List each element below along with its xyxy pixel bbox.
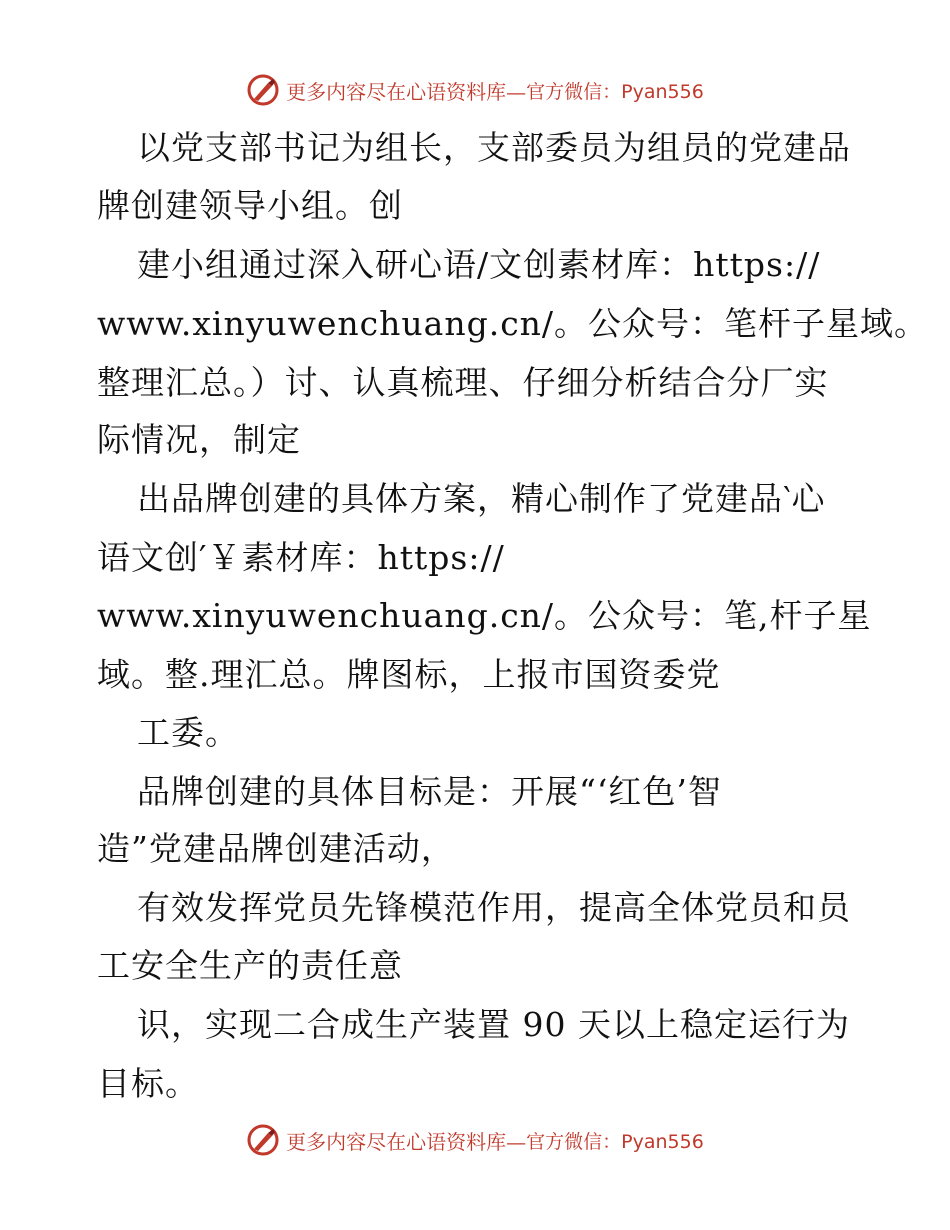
text-line: 以党支部书记为组长，支部委员为组员的党建品 (137, 128, 851, 167)
text-line: www.xinyuwenchuang.cn/。公众号：笔杆子星域。 (97, 304, 929, 343)
text-line: 整理汇总。）讨、认真梳理、仔细分析结合分厂实 (97, 363, 829, 402)
text-line: 识，实现二合成生产装置 90 天以上稳定运行为 (137, 1005, 850, 1044)
banner-wechat-text: 官方微信：Pyan556 (526, 80, 704, 103)
text-line: 建小组通过深入研心语/文创素材库：https:// (137, 245, 821, 284)
text-line: 有效发挥党员先锋模范作用，提高全体党员和员 (137, 888, 851, 927)
footer-banner (0, 1120, 950, 1160)
text-line: 目标。 (97, 1064, 199, 1103)
text-line: www.xinyuwenchuang.cn/。公众号：笔,杆子星 (97, 596, 872, 635)
text-line: 品牌创建的具体目标是：开展“‘红色’智 (137, 772, 722, 811)
pen-logo-icon (246, 73, 280, 107)
text-line: 工委。 (137, 713, 239, 752)
text-line: 牌创建领导小组。创 (97, 186, 403, 225)
text-line: 造”党建品牌创建活动， (97, 829, 455, 868)
text-line: 工安全生产的责任意 (97, 946, 403, 985)
text-line: 出品牌创建的具体方案，精心制作了党建品‵心 (137, 479, 826, 518)
banner-main-text: 更多内容尽在心语资料库— (286, 1129, 527, 1154)
banner-main-text: 更多内容尽在心语资料库— (286, 79, 527, 104)
banner-wechat-text: 官方微信：Pyan556 (526, 1130, 704, 1153)
header-banner (0, 70, 950, 110)
pen-logo-icon (246, 1123, 280, 1157)
text-line: 际情况，制定 (97, 420, 301, 459)
text-line: 语文创′￥素材库：https:// (97, 538, 505, 577)
text-line: 域。整.理汇总。牌图标，上报市国资委党 (97, 655, 721, 694)
